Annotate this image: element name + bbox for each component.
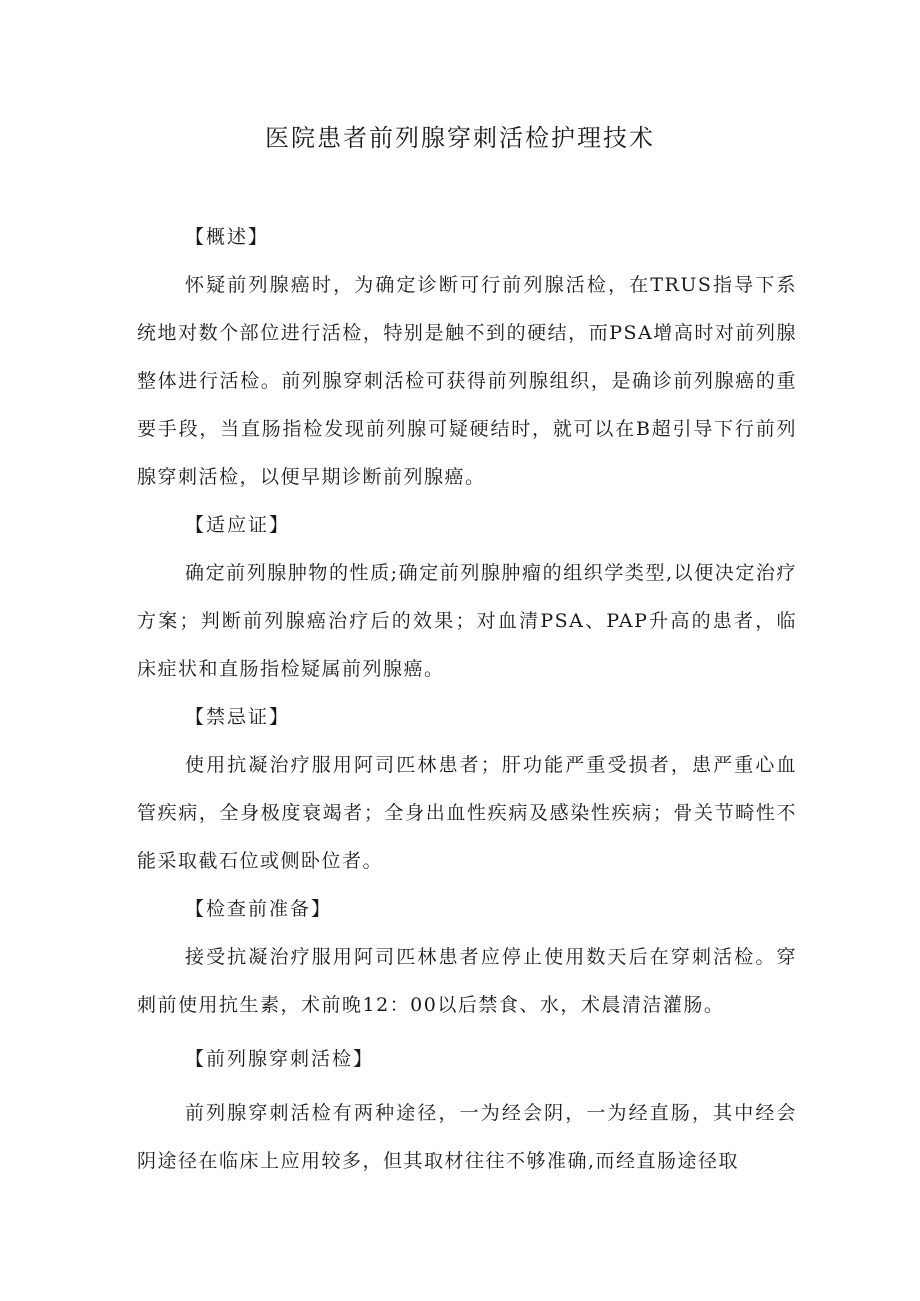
document-title: 医院患者前列腺穿刺活检护理技术 [265, 124, 655, 152]
section-paragraph-indications: 确定前列腺肿物的性质;确定前列腺肿瘤的组织学类型,以便决定治疗方案；判断前列腺癌治疗后的效果；对血清PSA、PAP升高的患者，临床症状和直肠指检疑属前列腺癌。 [137, 562, 797, 680]
section-paragraph-overview: 怀疑前列腺癌时，为确定诊断可行前列腺活检，在TRUS指导下系统地对数个部位进行活检，特别是触不到的硬结，而PSA增高时对前列腺整体进行活检。前列腺穿刺活检可获得前列腺组织，是确诊前列腺癌的重要手段，当直肠指检发现前列腺可疑硬结时，就可以在B超引导下行前列腺穿刺活检，以便早期诊断前列腺癌。 [137, 274, 797, 488]
section-heading-contraindications: 【禁忌证】 [185, 706, 291, 728]
section-heading-biopsy: 【前列腺穿刺活检】 [185, 1048, 375, 1070]
section-heading-preparation: 【检查前准备】 [185, 898, 333, 920]
section-paragraph-preparation: 接受抗凝治疗服用阿司匹林患者应停止使用数天后在穿刺活检。穿刺前使用抗生素，术前晚12：00以后禁食、水，术晨清洁灌肠。 [137, 946, 797, 1016]
section-paragraph-contraindications: 使用抗凝治疗服用阿司匹林患者；肝功能严重受损者，患严重心血管疾病，全身极度衰竭者；全身出血性疾病及感染性疾病；骨关节畸性不能采取截石位或侧卧位者。 [137, 754, 797, 872]
section-heading-overview: 【概述】 [185, 226, 270, 248]
document-body [137, 213, 797, 1185]
section-paragraph-biopsy: 前列腺穿刺活检有两种途径，一为经会阴，一为经直肠，其中经会阴途径在临床上应用较多，但其取材往往不够准确,而经直肠途径取 [137, 1102, 797, 1172]
section-heading-indications: 【适应证】 [185, 514, 291, 536]
